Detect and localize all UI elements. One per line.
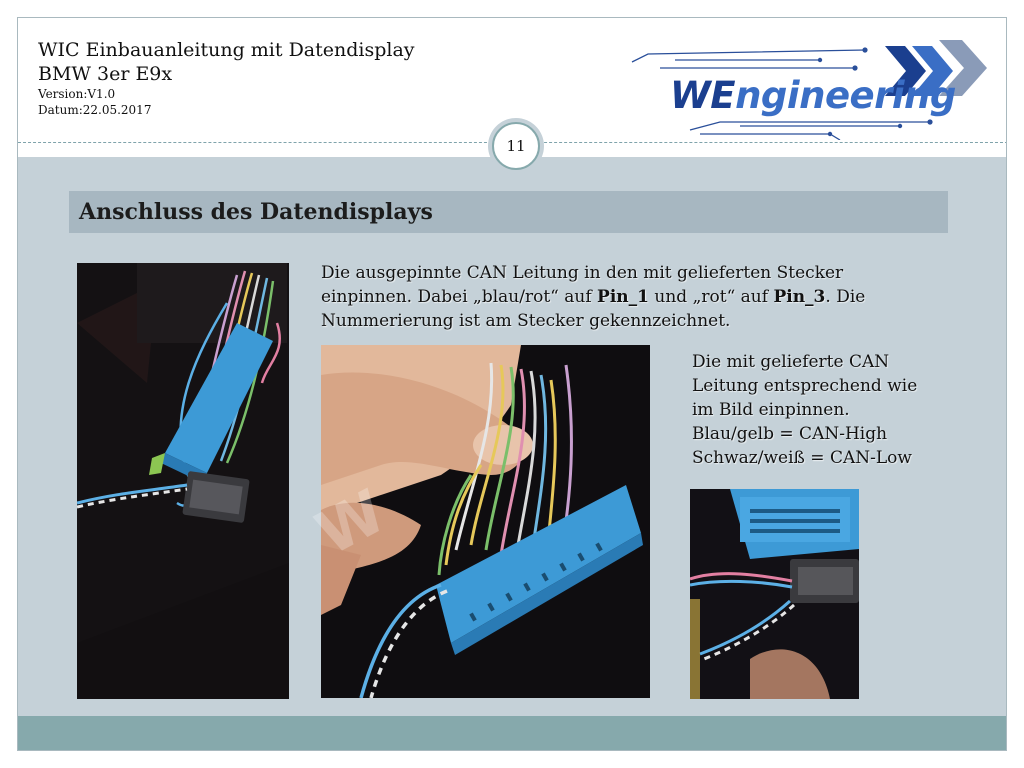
wengineering-logo <box>630 22 990 140</box>
caption-side-line3: im Bild einpinnen. <box>692 400 850 420</box>
pin3-label: Pin_3 <box>773 287 826 307</box>
section-title: Anschluss des Datendisplays <box>69 191 948 233</box>
document-title: WIC Einbauanleitung mit Datendisplay <box>38 39 415 61</box>
document-subtitle: BMW 3er E9x <box>38 63 173 85</box>
pin1-label: Pin_1 <box>597 287 649 307</box>
version-label: Version:V1.0 <box>38 87 116 101</box>
logo-wordmark: WEngineering <box>670 74 956 117</box>
document-title-block <box>38 38 415 118</box>
page-number-badge <box>488 118 544 174</box>
caption-side-line1: Die mit gelieferte CAN <box>692 352 890 372</box>
photo-right <box>690 489 859 699</box>
caption-main <box>321 261 865 333</box>
caption-side-line4: Blau/gelb = CAN-High <box>692 424 888 444</box>
caption-main-line3: Nummerierung ist am Stecker gekennzeichnet. <box>321 311 731 331</box>
photo-left <box>77 263 289 699</box>
caption-side <box>692 350 917 470</box>
caption-main-line1: Die ausgepinnte CAN Leitung in den mit gelieferten Stecker <box>321 263 844 283</box>
slide <box>17 17 1007 751</box>
watermark: W <box>305 476 397 570</box>
date-label: Datum:22.05.2017 <box>38 103 152 117</box>
footer-bar <box>18 716 1007 751</box>
page-number: 11 <box>492 122 540 170</box>
caption-side-line2: Leitung entsprechend wie <box>692 376 918 396</box>
caption-main-line2: einpinnen. Dabei „blau/rot“ auf Pin_1 und „rot“ auf Pin_3. Die <box>321 287 866 307</box>
caption-side-line5: Schwaz/weiß = CAN-Low <box>692 448 912 468</box>
